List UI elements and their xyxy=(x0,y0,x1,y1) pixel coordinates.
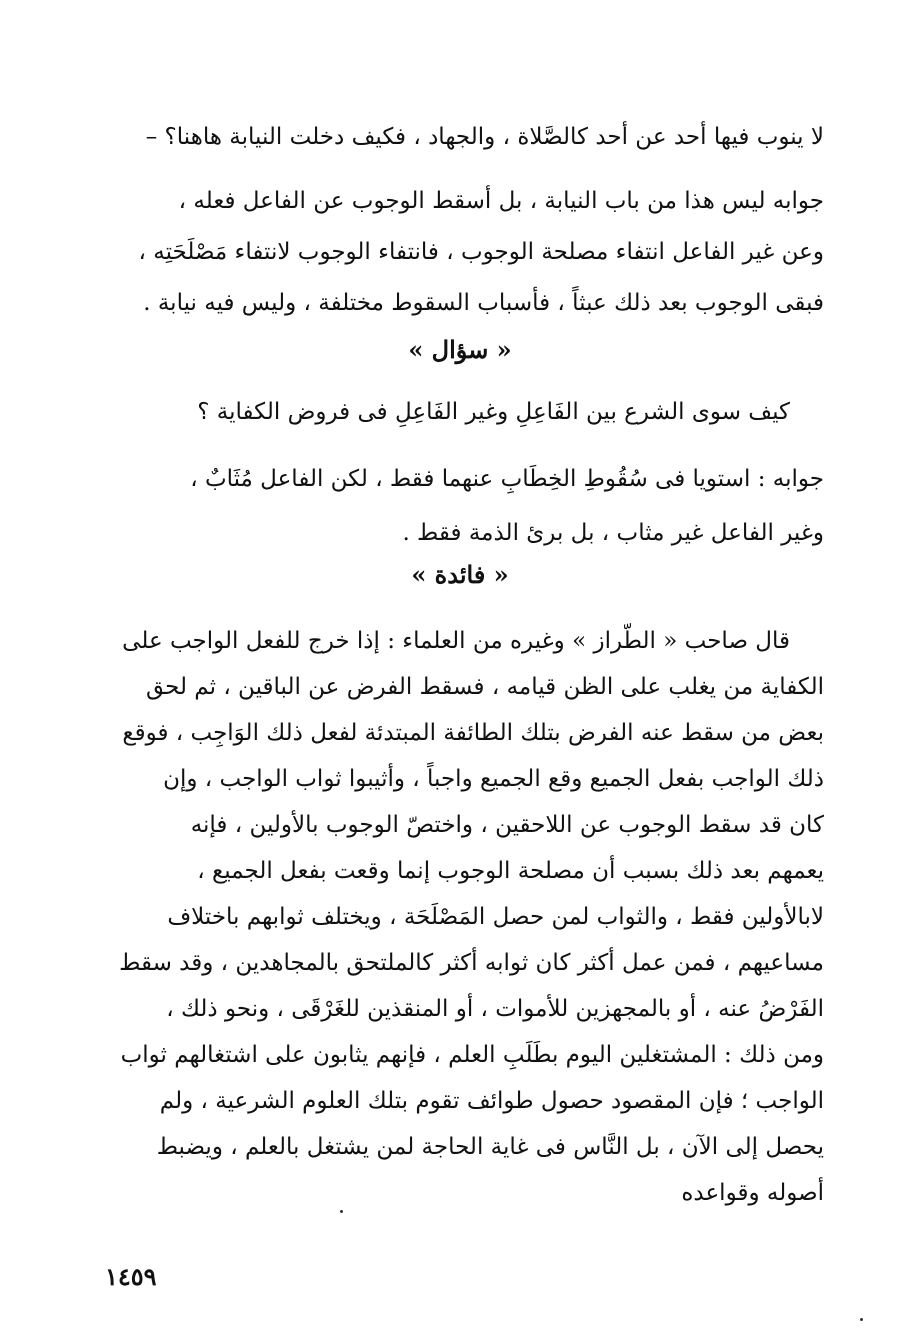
text-line: يحصل إلى الآن ، بل النَّاس فى غاية الحاجة لمن يشتغل بالعلم ، ويضبط xyxy=(156,1134,824,1160)
question-paragraph xyxy=(96,393,824,431)
text-line: فبقى الوجوب بعد ذلك عبثاً ، فأسباب السقوط مختلفة ، وليس فيه نيابة . xyxy=(143,290,824,316)
text-line: كيف سوى الشرع بين الفَاعِلِ وغير الفَاعِلِ فى فروض الكفاية ؟ xyxy=(197,399,790,425)
faida-paragraph xyxy=(96,618,824,1216)
text-line: لا ينوب فيها أحد عن أحد كالصَّلاة ، والجهاد ، فكيف دخلت النيابة هاهنا؟ – xyxy=(145,124,824,150)
section-heading-question: « سؤال » xyxy=(408,335,512,364)
text-line: بعض من سقط عنه الفرض بتلك الطائفة المبتدئة لفعل ذلك الوَاجِب ، فوقع xyxy=(122,720,824,746)
text-line: مساعيهم ، فمن عمل أكثر كان ثوابه أكثر كالملتحق بالمجاهدين ، وقد سقط xyxy=(119,950,824,976)
text-line: لابالأولين فقط ، والثواب لمن حصل المَصْلَحَة ، ويختلف ثوابهم باختلاف xyxy=(167,904,824,930)
section-heading-faida: « فائدة » xyxy=(411,560,509,589)
scan-speck xyxy=(860,1318,863,1321)
answer-paragraph-1 xyxy=(96,176,824,329)
text-line: الواجب ؛ فإن المقصود حصول طوائف تقوم بتلك العلوم الشرعية ، ولم xyxy=(159,1088,824,1114)
text-line: قال صاحب « الطّراز » وغيره من العلماء : إذا خرج للفعل الواجب على xyxy=(122,628,790,654)
text-line: وغير الفاعل غير مثاب ، بل برئ الذمة فقط . xyxy=(402,520,824,546)
text-line: جوابه ليس هذا من باب النيابة ، بل أسقط الوجوب عن الفاعل فعله ، xyxy=(178,188,824,214)
text-line: أصوله وقواعده xyxy=(681,1180,824,1206)
text-line: ومن ذلك : المشتغلين اليوم بطَلَبِ العلم ، فإنهم يثابون على اشتغالهم ثواب xyxy=(120,1042,824,1068)
text-line: الفَرْضُ عنه ، أو بالمجهزين للأموات ، أو المنقذين للغَرْقَى ، ونحو ذلك ، xyxy=(166,996,824,1022)
scan-speck xyxy=(340,1210,343,1213)
continuation-paragraph xyxy=(96,118,824,156)
text-line: يعمهم بعد ذلك بسبب أن مصلحة الوجوب إنما وقعت بفعل الجميع ، xyxy=(197,858,824,884)
answer-paragraph-2 xyxy=(96,452,824,560)
text-line: وعن غير الفاعل انتفاء مصلحة الوجوب ، فانتفاء الوجوب لانتفاء مَصْلَحَتِه ، xyxy=(138,239,824,265)
page-number: ١٤٥٩ xyxy=(105,1262,157,1291)
text-line: ذلك الواجب بفعل الجميع وقع الجميع واجباً ، وأثيبوا ثواب الواجب ، وإن xyxy=(163,766,824,792)
text-line: كان قد سقط الوجوب عن اللاحقين ، واختصّ الوجوب بالأولين ، فإنه xyxy=(190,812,824,838)
text-line: جوابه : استويا فى سُقُوطِ الخِطَابِ عنهما فقط ، لكن الفاعل مُثَابٌ ، xyxy=(190,466,824,492)
text-line: الكفاية من يغلب على الظن قيامه ، فسقط الفرض عن الباقين ، ثم لحق xyxy=(145,674,824,700)
